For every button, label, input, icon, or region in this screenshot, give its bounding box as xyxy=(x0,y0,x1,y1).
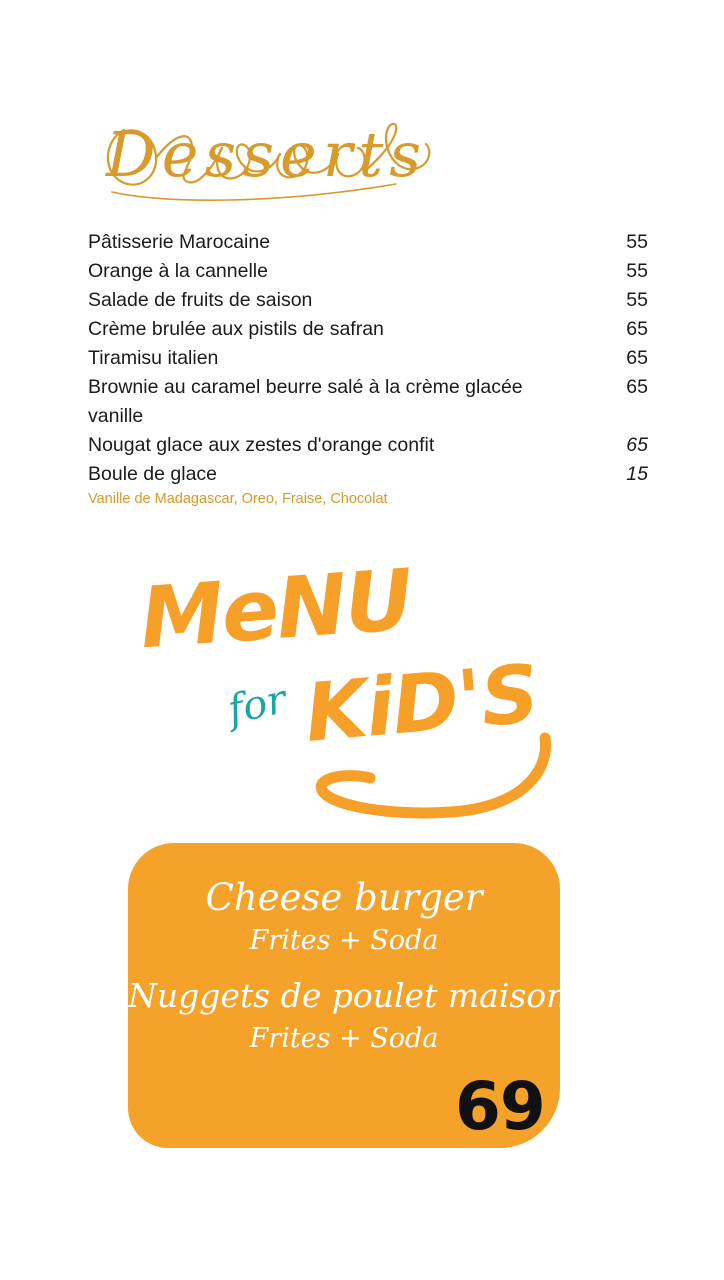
kids-offer-price: 69 xyxy=(455,1068,545,1145)
kids-offer-sub: Frites + Soda xyxy=(249,925,439,956)
desserts-heading xyxy=(96,112,436,208)
dessert-price: 65 xyxy=(626,434,648,456)
dessert-price: 65 xyxy=(626,347,648,369)
list-item xyxy=(88,315,648,344)
kids-offer-list xyxy=(128,875,568,1071)
list-item xyxy=(88,228,648,257)
dessert-description: Vanille de Madagascar, Oreo, Fraise, Chocolat xyxy=(88,491,388,507)
kids-offer-sub: Frites + Soda xyxy=(249,1023,439,1054)
list-item xyxy=(88,257,648,286)
dessert-price: 55 xyxy=(626,231,648,253)
dessert-name: Boule de glace xyxy=(88,463,218,485)
list-item xyxy=(88,344,648,373)
kids-offer-title: Nuggets de poulet maison xyxy=(128,976,568,1015)
kids-menu-logo xyxy=(120,552,560,822)
list-item xyxy=(88,431,648,460)
dessert-price: 65 xyxy=(626,376,648,398)
dessert-price: 55 xyxy=(626,260,648,282)
dessert-name: Tiramisu italien xyxy=(88,347,219,369)
kids-offer-title: Cheese burger xyxy=(205,876,483,919)
kids-logo-for-text: for xyxy=(223,676,291,734)
dessert-name: Salade de fruits de saison xyxy=(88,289,313,311)
list-item xyxy=(88,286,648,315)
desserts-list xyxy=(88,228,648,510)
list-item xyxy=(88,460,648,510)
dessert-price: 55 xyxy=(626,289,648,311)
dessert-price: 65 xyxy=(626,318,648,340)
dessert-name: Pâtisserie Marocaine xyxy=(88,231,271,253)
kids-logo-menu-text: MeNU xyxy=(136,550,415,668)
dessert-name: Brownie au caramel beurre salé à la crème glacée vanille xyxy=(88,376,523,427)
dessert-name: Crème brulée aux pistils de safran xyxy=(88,318,384,340)
desserts-heading-text: Desserts xyxy=(106,118,428,191)
dessert-price: 15 xyxy=(626,463,648,485)
list-item xyxy=(88,373,648,431)
dessert-name: Orange à la cannelle xyxy=(88,260,268,282)
kids-logo-kids-text: KiD'S xyxy=(301,647,542,760)
kids-logo-swoosh-icon xyxy=(300,732,560,822)
dessert-name: Nougat glace aux zestes d'orange confit xyxy=(88,434,435,456)
